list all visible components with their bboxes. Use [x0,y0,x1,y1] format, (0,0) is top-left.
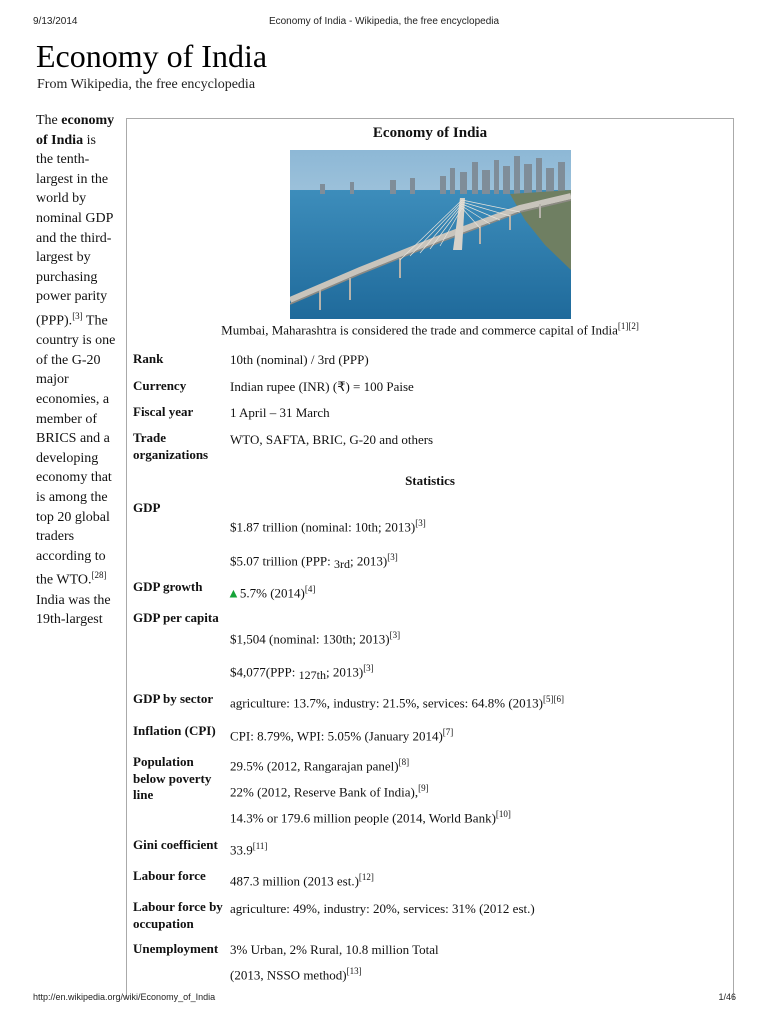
value-poverty-world-bank [230,806,725,826]
gdp-ppp-year: ; 2013) [350,553,388,569]
value-gdp-growth [227,581,722,601]
label-rank: Rank [133,351,164,366]
label-poverty-line: Population below poverty line [133,754,212,802]
unemployment-method-text: (2013, NSSO method) [230,967,347,983]
infobox [126,118,734,999]
gdp-ppp-ref[interactable]: [3] [387,552,398,562]
value-unemployment-method [230,963,725,983]
growth-up-arrow-icon: ▲ [227,585,240,601]
value-rank: 10th (nominal) / 3rd (PPP) [230,352,369,367]
print-header [0,16,768,30]
lead-ref-link[interactable]: [28] [91,570,107,581]
gdp-by-sector-ref[interactable]: [5][6] [543,694,565,704]
page-title: Economy of India [36,38,268,74]
gdp-nominal-text: $1.87 trillion (nominal: 10th; 2013) [230,519,416,535]
value-gini-coefficient [230,838,725,858]
poverty-rangarajan-text: 29.5% (2012, Rangarajan panel) [230,758,399,774]
print-page-number: 1/46 [718,992,736,1002]
labour-force-ref[interactable]: [12] [358,872,374,882]
value-currency: Indian rupee (INR) (₹) = 100 Paise [230,379,414,394]
label-gini-coefficient: Gini coefficient [133,837,218,852]
value-gdp-nominal [230,515,725,535]
lead-text-2: is the tenth-largest in the world by nominal GDP and the third-largest by purchasing power parity (PPP). [36,132,113,329]
value-labour-force [230,869,725,889]
per-capita-ppp-year: ; 2013) [325,664,364,680]
value-trade-organizations: WTO, SAFTA, BRIC, G-20 and others [230,432,434,447]
poverty-world-bank-ref[interactable]: [10] [495,809,511,819]
print-date: 9/13/2014 [33,16,78,27]
gdp-ppp-rank: 3rd [334,557,351,572]
lead-bold-term: economy of India [36,113,115,148]
label-labour-by-occupation: Labour force by occupation [133,899,223,931]
value-labour-by-occupation: agriculture: 49%, industry: 20%, services: 31% (2012 est.) [230,901,535,916]
value-gdp-ppp [230,549,725,570]
gini-text: 33.9 [230,842,253,858]
label-gdp-by-sector: GDP by sector [133,691,214,706]
gdp-growth-text: 5.7% (2014) [239,585,305,601]
value-gdp-per-capita-nominal [230,627,725,647]
label-gdp-growth: GDP growth [133,579,203,594]
print-url: http://en.wikipedia.org/wiki/Economy_of_India [33,992,216,1002]
poverty-rbi-ref[interactable]: [9] [418,783,429,793]
gdp-ppp-text: $5.07 trillion (PPP: [230,553,335,569]
lead-text-3: The country is one of the G-20 major economies, a member of BRICS and a developing economy that is among the top 20 global traders according to the WTO. [36,313,116,588]
value-poverty-rangarajan [230,754,725,774]
value-fiscal-year: 1 April – 31 March [230,405,330,420]
per-capita-ppp-rank: 127th [298,668,326,683]
label-fiscal-year: Fiscal year [133,404,194,419]
per-capita-ppp-text: $4,077(PPP: [230,664,299,680]
lead-ref-link[interactable]: [3] [72,310,83,321]
unemployment-ref[interactable]: [13] [346,966,362,976]
gdp-by-sector-text: agriculture: 13.7%, industry: 21.5%, services: 64.8% (2013) [230,695,544,711]
value-poverty-rbi [230,780,725,800]
label-unemployment: Unemployment [133,941,219,956]
gdp-nominal-ref[interactable]: [3] [415,518,426,528]
lead-paragraph [36,111,116,630]
print-doc-title: Economy of India - Wikipedia, the free encyclopedia [268,16,500,27]
lead-text-4: India was the 19th-largest [36,592,111,628]
label-currency: Currency [133,378,187,393]
bridge-photo[interactable] [290,150,571,319]
per-capita-nominal-ref[interactable]: [3] [389,630,401,640]
label-gdp-per-capita: GDP per capita [133,610,219,625]
per-capita-ppp-ref[interactable]: [3] [363,663,374,673]
label-labour-force: Labour force [133,868,206,883]
print-footer [0,992,768,1006]
infobox-title: Economy of India [372,125,488,141]
caption-text: Mumbai, Maharashtra is considered the trade and commerce capital of India [221,322,618,338]
label-gdp: GDP [133,500,161,515]
bridge-photo-image [290,150,571,319]
label-trade-organizations: Trade organizations [133,430,209,462]
gdp-growth-ref[interactable]: [4] [304,584,316,594]
infobox-caption [127,321,733,338]
labour-force-text: 487.3 million (2013 est.) [230,873,359,889]
per-capita-nominal-text: $1,504 (nominal: 130th; 2013) [230,631,390,647]
statistics-heading: Statistics [405,473,455,488]
poverty-rangarajan-ref[interactable]: [8] [398,757,410,767]
lead-text-1: The [36,113,58,128]
poverty-world-bank-text: 14.3% or 179.6 million people (2014, World Bank) [230,810,496,826]
value-gdp-by-sector [230,691,725,711]
label-inflation: Inflation (CPI) [133,723,216,738]
tagline: From Wikipedia, the free encyclopedia [37,77,256,92]
inflation-text: CPI: 8.79%, WPI: 5.05% (January 2014) [230,728,443,744]
caption-ref-link[interactable]: [1][2] [617,321,639,331]
inflation-ref[interactable]: [7] [442,727,454,737]
poverty-rbi-text: 22% (2012, Reserve Bank of India), [230,784,419,800]
gini-ref[interactable]: [11] [252,841,268,851]
value-gdp-per-capita-ppp [230,660,725,681]
value-inflation [230,724,725,744]
value-unemployment: 3% Urban, 2% Rural, 10.8 million Total [230,942,439,957]
